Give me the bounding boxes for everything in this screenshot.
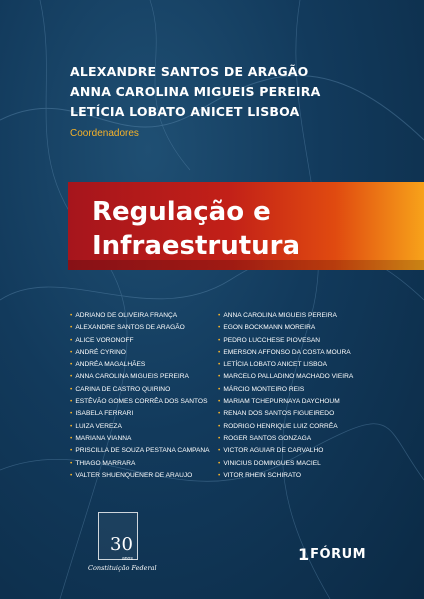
contributor-name: ALICE VORONOFF <box>75 336 134 344</box>
bullet-icon: • <box>70 336 73 344</box>
contributor-name: ROGER SANTOS GONZAGA <box>223 434 312 442</box>
coordinators-block <box>70 62 320 139</box>
bullet-icon: • <box>70 324 73 332</box>
logo-number: 30 <box>110 534 133 555</box>
contributor-name: PEDRO LUCCHESE PIOVESAN <box>223 336 321 344</box>
contributor-item <box>70 347 210 359</box>
contributor-name: RENAN DOS SANTOS FIGUEIREDO <box>223 410 335 418</box>
contributor-name: MARIANA VIANNA <box>75 434 132 442</box>
contributor-name: ANDRÉ CYRINO <box>75 348 126 356</box>
contributor-item <box>70 433 210 445</box>
author-name: ANNA CAROLINA MIGUEIS PEREIRA <box>70 84 321 99</box>
contributor-name: LUIZA VEREZA <box>75 422 122 430</box>
contributor-name: PRISCILLA DE SOUZA PESTANA CAMPANA <box>75 447 210 455</box>
contributor-name: ISABELA FERRARI <box>75 410 134 418</box>
constitution-30-years-logo <box>88 512 157 574</box>
contributor-item <box>218 421 353 433</box>
contributor-name: ALEXANDRE SANTOS DE ARAGÃO <box>75 324 185 332</box>
bullet-icon: • <box>218 471 221 479</box>
bullet-icon: • <box>218 398 221 406</box>
bullet-icon: • <box>70 459 73 467</box>
contributor-name: EMERSON AFFONSO DA COSTA MOURA <box>223 348 351 356</box>
contributor-name: EGON BOCKMANN MOREIRA <box>223 324 316 332</box>
bullet-icon: • <box>70 422 73 430</box>
bullet-icon: • <box>70 398 73 406</box>
logo-caption: Constituição Federal <box>88 564 157 572</box>
contributor-name: RODRIGO HENRIQUE LUIZ CORRÊA <box>223 422 338 430</box>
bullet-icon: • <box>70 348 73 356</box>
title-line: Infraestrutura <box>92 231 301 261</box>
bullet-icon: • <box>70 471 73 479</box>
contributor-name: MARCELO PALLADINO MACHADO VIEIRA <box>223 373 354 381</box>
bullet-icon: • <box>70 373 73 381</box>
author-name: LETÍCIA LOBATO ANICET LISBOA <box>70 104 300 119</box>
contributor-name: VINICIUS DOMINGUES MACIEL <box>223 459 321 467</box>
bullet-icon: • <box>218 312 221 319</box>
contributor-item <box>218 396 353 408</box>
contributors-column-right <box>218 310 353 482</box>
contributor-name: THIAGO MARRARA <box>75 459 136 467</box>
bullet-icon: • <box>70 312 73 319</box>
contributor-name: ESTÊVÃO GOMES CORRÊA DOS SANTOS <box>75 398 208 406</box>
contributor-name: ANNA CAROLINA MIGUEIS PEREIRA <box>223 312 337 319</box>
contributor-item <box>218 335 353 347</box>
contributor-item <box>218 470 353 482</box>
bullet-icon: • <box>70 385 73 393</box>
bullet-icon: • <box>218 434 221 442</box>
contributor-item <box>218 322 353 334</box>
contributor-name: MÁRCIO MONTEIRO REIS <box>223 385 305 393</box>
contributor-item <box>70 396 210 408</box>
bullet-icon: • <box>218 385 221 393</box>
contributor-item <box>218 347 353 359</box>
logo-years-label: anos <box>122 556 133 562</box>
bullet-icon: • <box>218 422 221 430</box>
contributor-name: ANDRÉA MAGALHÃES <box>75 361 146 369</box>
contributor-item <box>218 371 353 383</box>
contributor-item <box>70 335 210 347</box>
contributor-item <box>70 458 210 470</box>
contributor-name: VITOR RHEIN SCHIRATO <box>223 471 301 479</box>
bullet-icon: • <box>218 324 221 332</box>
bullet-icon: • <box>218 336 221 344</box>
contributor-item <box>218 458 353 470</box>
contributor-item <box>218 433 353 445</box>
contributor-name: VICTOR AGUIAR DE CARVALHO <box>223 447 324 455</box>
contributor-item <box>218 384 353 396</box>
contributor-item <box>70 421 210 433</box>
bullet-icon: • <box>70 447 73 455</box>
contributor-item <box>218 359 353 371</box>
publisher-name: FÓRUM <box>310 546 367 562</box>
coordinators-label: Coordenadores <box>70 128 139 139</box>
bullet-icon: • <box>70 410 73 418</box>
bullet-icon: • <box>218 361 221 369</box>
book-title <box>92 195 300 263</box>
contributor-item <box>70 470 210 482</box>
contributor-item <box>218 408 353 420</box>
bullet-icon: • <box>218 447 221 455</box>
contributor-item <box>70 445 210 457</box>
contributor-item <box>70 310 210 322</box>
contributor-name: ANNA CAROLINA MIGUEIS PEREIRA <box>75 373 189 381</box>
contributor-name: LETÍCIA LOBATO ANICET LISBOA <box>223 361 328 369</box>
contributor-item <box>218 310 353 322</box>
title-line: Regulação e <box>92 197 271 227</box>
publisher-logo <box>298 544 366 564</box>
bullet-icon: • <box>218 373 221 381</box>
contributor-name: MARIAM TCHEPURNAYA DAYCHOUM <box>223 398 340 406</box>
contributor-item <box>70 384 210 396</box>
bullet-icon: • <box>218 459 221 467</box>
contributor-item <box>70 322 210 334</box>
contributor-name: VALTER SHUENQUENER DE ARAUJO <box>75 471 193 479</box>
author-name: ALEXANDRE SANTOS DE ARAGÃO <box>70 64 309 79</box>
bullet-icon: • <box>70 361 73 369</box>
contributor-item <box>70 408 210 420</box>
contributor-item <box>70 359 210 371</box>
bullet-icon: • <box>70 434 73 442</box>
contributor-name: ADRIANO DE OLIVEIRA FRANÇA <box>75 312 178 319</box>
bullet-icon: • <box>218 348 221 356</box>
contributors-column-left <box>70 310 210 482</box>
bullet-icon: • <box>218 410 221 418</box>
contributor-name: CARINA DE CASTRO QUIRINO <box>75 385 171 393</box>
contributor-item <box>218 445 353 457</box>
publisher-mark: 1 <box>298 544 310 564</box>
contributor-item <box>70 371 210 383</box>
